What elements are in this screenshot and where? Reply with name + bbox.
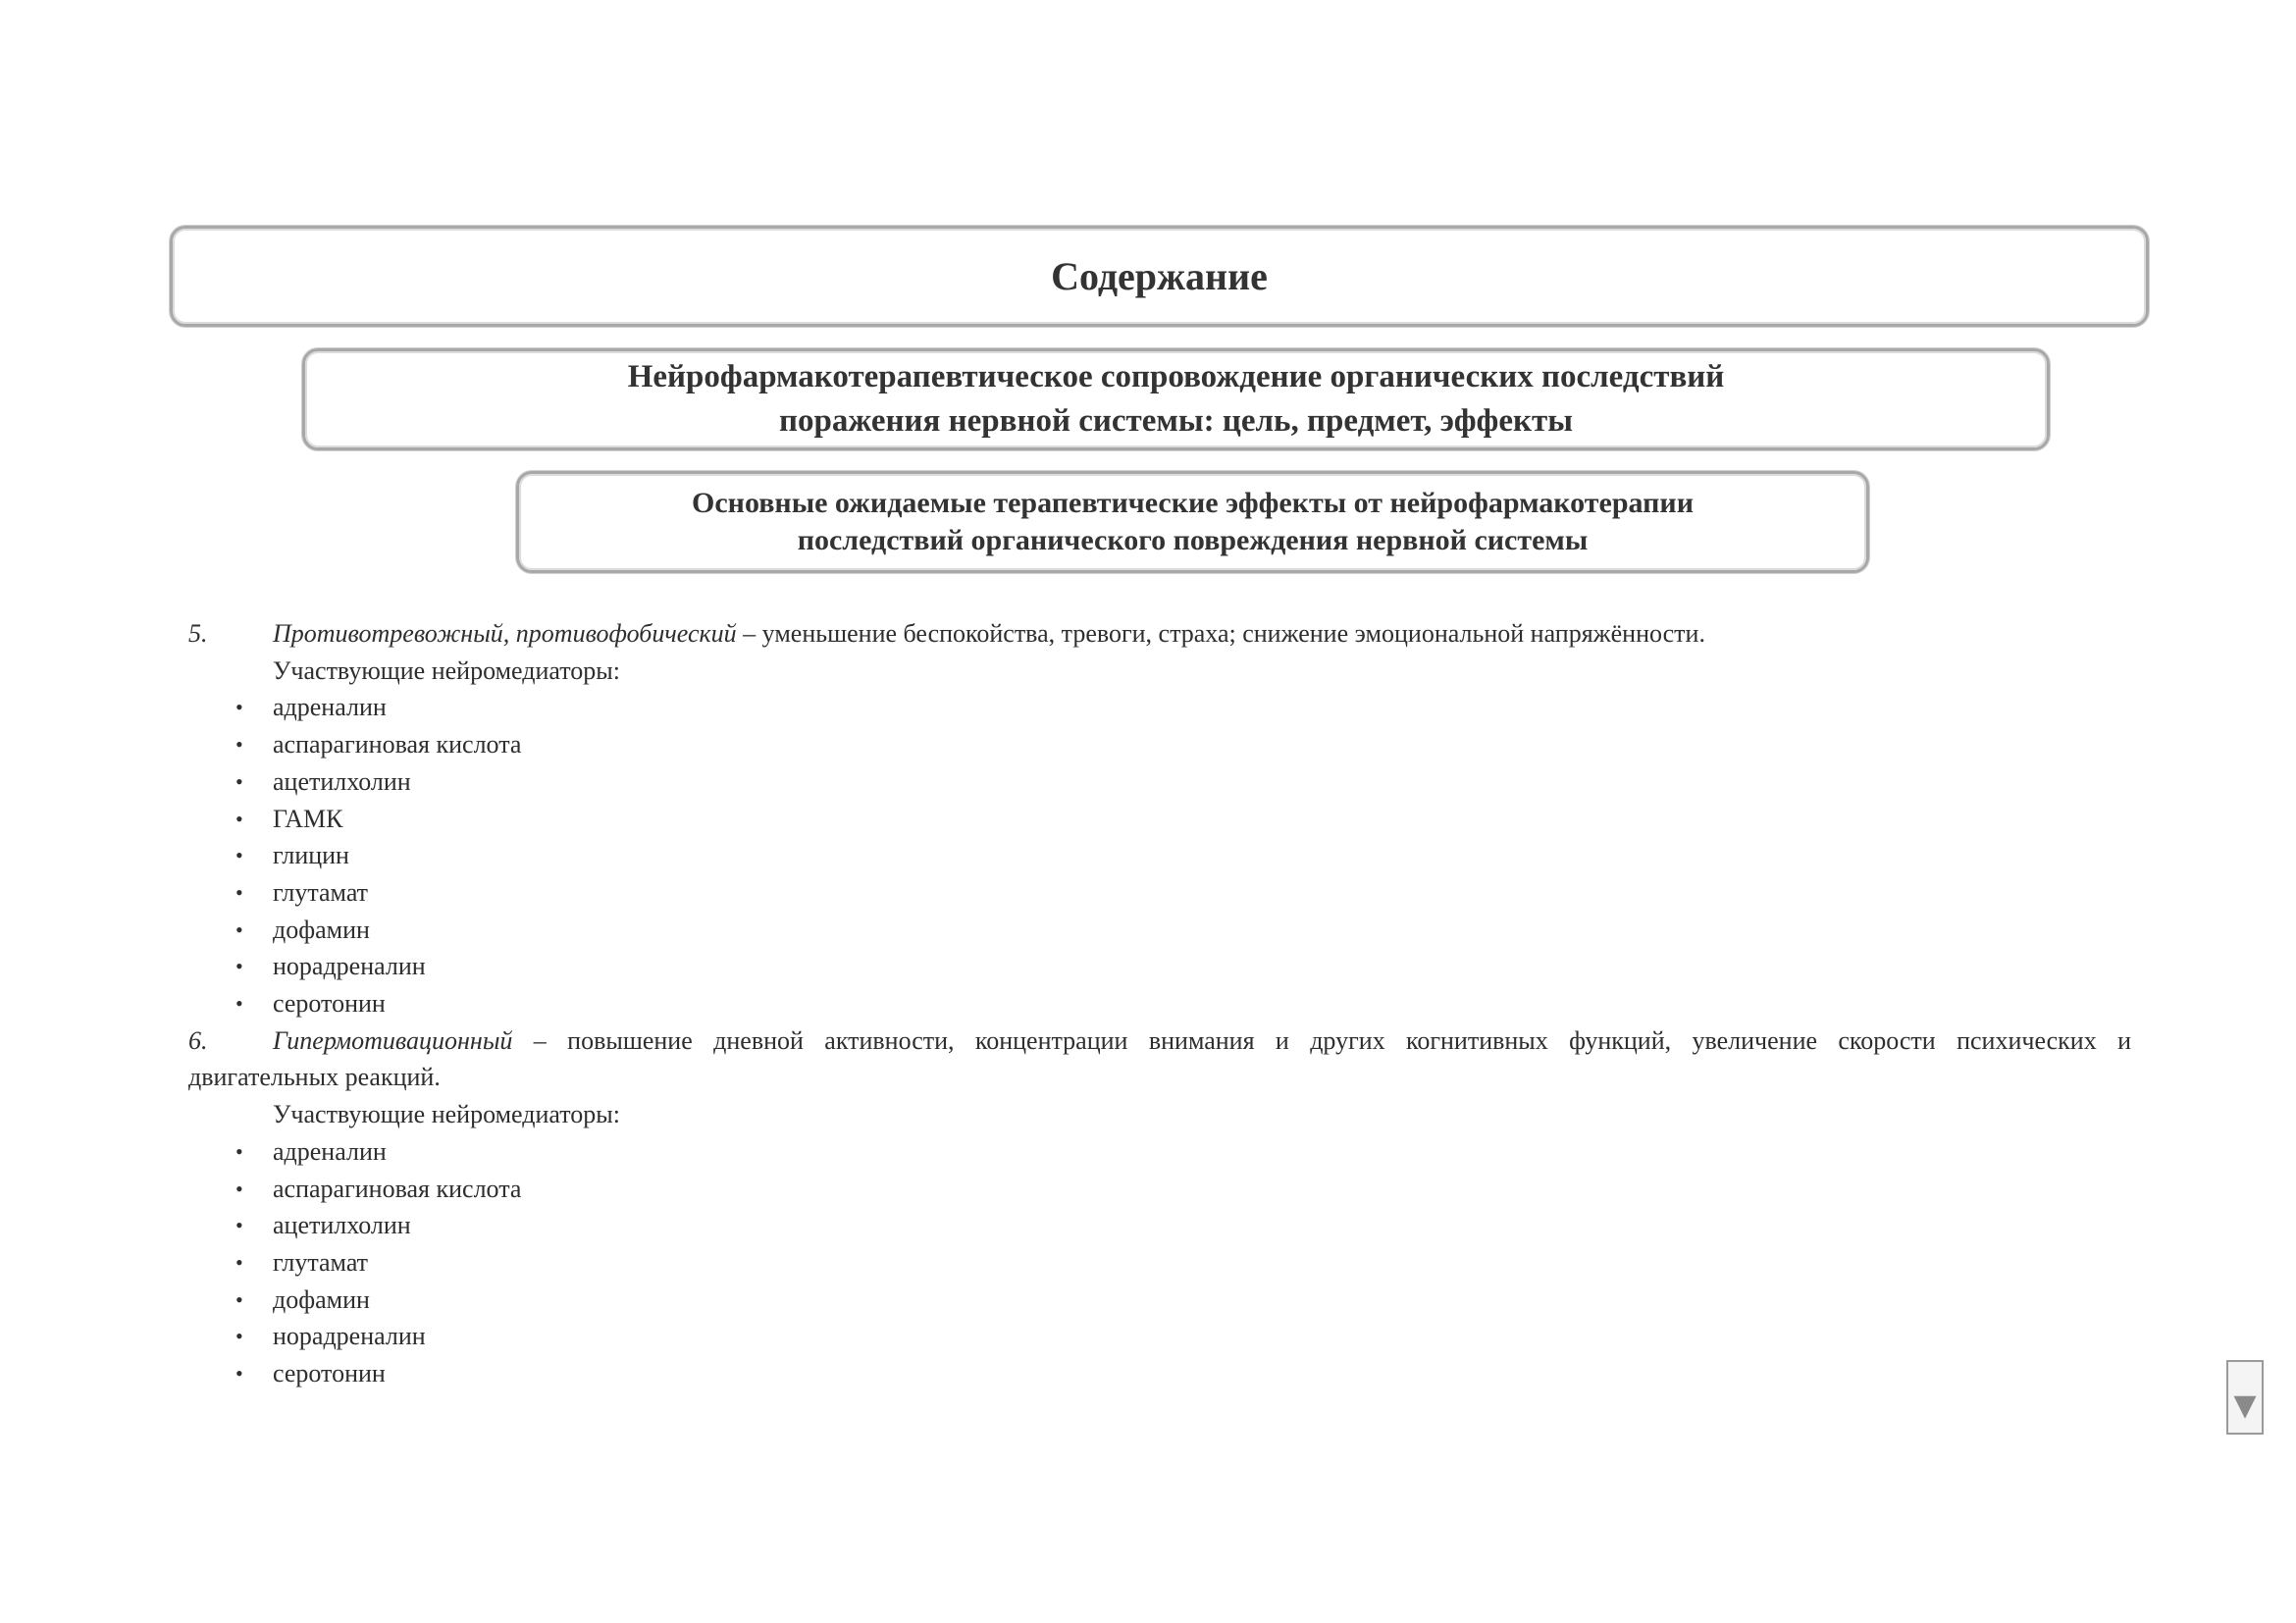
bullet-icon: • bbox=[235, 879, 243, 905]
mediator-list-6 bbox=[188, 1133, 2131, 1392]
subsection-title-box bbox=[516, 471, 1869, 573]
effect-description-line2: двигательных реакций. bbox=[188, 1063, 441, 1092]
section-title-line2: поражения нервной системы: цель, предмет, эффекты bbox=[778, 403, 1573, 439]
list-item: • серотонин bbox=[188, 985, 2131, 1022]
next-page-button[interactable] bbox=[2226, 1360, 2264, 1435]
subsection-title-line1: Основные ожидаемые терапевтические эффекты от нейрофармакотерапии bbox=[692, 487, 1694, 519]
page-title-box bbox=[170, 226, 2149, 327]
list-item: • глутамат bbox=[188, 1244, 2131, 1282]
list-item: • глицин bbox=[188, 837, 2131, 874]
section-title-line1: Нейрофармакотерапевтическое сопровождение органических последствий bbox=[627, 359, 1725, 394]
bullet-icon: • bbox=[235, 1286, 243, 1312]
effect-term: Гипермотивационный bbox=[273, 1025, 513, 1055]
list-item: • серотонин bbox=[188, 1355, 2131, 1392]
list-item: • аспарагиновая кислота bbox=[188, 1171, 2131, 1208]
bullet-icon: • bbox=[235, 1213, 243, 1238]
item-number: 6. bbox=[188, 1025, 208, 1055]
mediator-list-5 bbox=[188, 689, 2131, 1021]
bullet-icon: • bbox=[235, 916, 243, 942]
section-title-box bbox=[302, 348, 2050, 450]
list-item: • дофамин bbox=[188, 912, 2131, 949]
list-item: • адреналин bbox=[188, 689, 2131, 726]
content-body bbox=[188, 615, 2131, 1392]
bullet-icon: • bbox=[235, 1249, 243, 1275]
bullet-icon: • bbox=[235, 806, 243, 831]
list-item: • норадреналин bbox=[188, 948, 2131, 985]
bullet-icon: • bbox=[235, 1138, 243, 1164]
effect-description: – уменьшение беспокойства, тревоги, страха; снижение эмоциональной напряжённости. bbox=[736, 619, 1705, 648]
item-number: 5. bbox=[188, 619, 208, 648]
bullet-icon: • bbox=[235, 1176, 243, 1201]
bullet-icon: • bbox=[235, 1324, 243, 1349]
bullet-icon: • bbox=[235, 991, 243, 1017]
bullet-icon: • bbox=[235, 695, 243, 720]
subsection-title-line2: последствий органического повреждения нервной системы bbox=[797, 524, 1589, 556]
list-item: • ацетилхолин bbox=[188, 1207, 2131, 1244]
bullet-icon: • bbox=[235, 768, 243, 794]
bullet-icon: • bbox=[235, 843, 243, 868]
list-item: • глутамат bbox=[188, 874, 2131, 912]
page-title: Содержание bbox=[1051, 254, 1268, 298]
list-item: • ацетилхолин bbox=[188, 763, 2131, 801]
effect-item-5 bbox=[188, 615, 2131, 653]
mediators-label: Участвующие нейромедиаторы: bbox=[273, 1100, 620, 1129]
mediators-label: Участвующие нейромедиаторы: bbox=[273, 655, 620, 685]
list-item: • адреналин bbox=[188, 1133, 2131, 1171]
effect-term: Противотревожный, противофобический bbox=[273, 619, 737, 648]
effect-item-6 bbox=[188, 1022, 2131, 1060]
triangle-down-icon: ▼ bbox=[2233, 1388, 2257, 1423]
list-item: • дофамин bbox=[188, 1282, 2131, 1319]
bullet-icon: • bbox=[235, 954, 243, 979]
bullet-icon: • bbox=[235, 1361, 243, 1387]
bullet-icon: • bbox=[235, 732, 243, 758]
effect-description-line1: – повышение дневной активности, концентрации внимания и других когнитивных функций, увеличение скорости психических и bbox=[512, 1025, 2131, 1055]
list-item: • аспарагиновая кислота bbox=[188, 726, 2131, 763]
list-item: • норадреналин bbox=[188, 1318, 2131, 1355]
list-item: • ГАМК bbox=[188, 801, 2131, 838]
